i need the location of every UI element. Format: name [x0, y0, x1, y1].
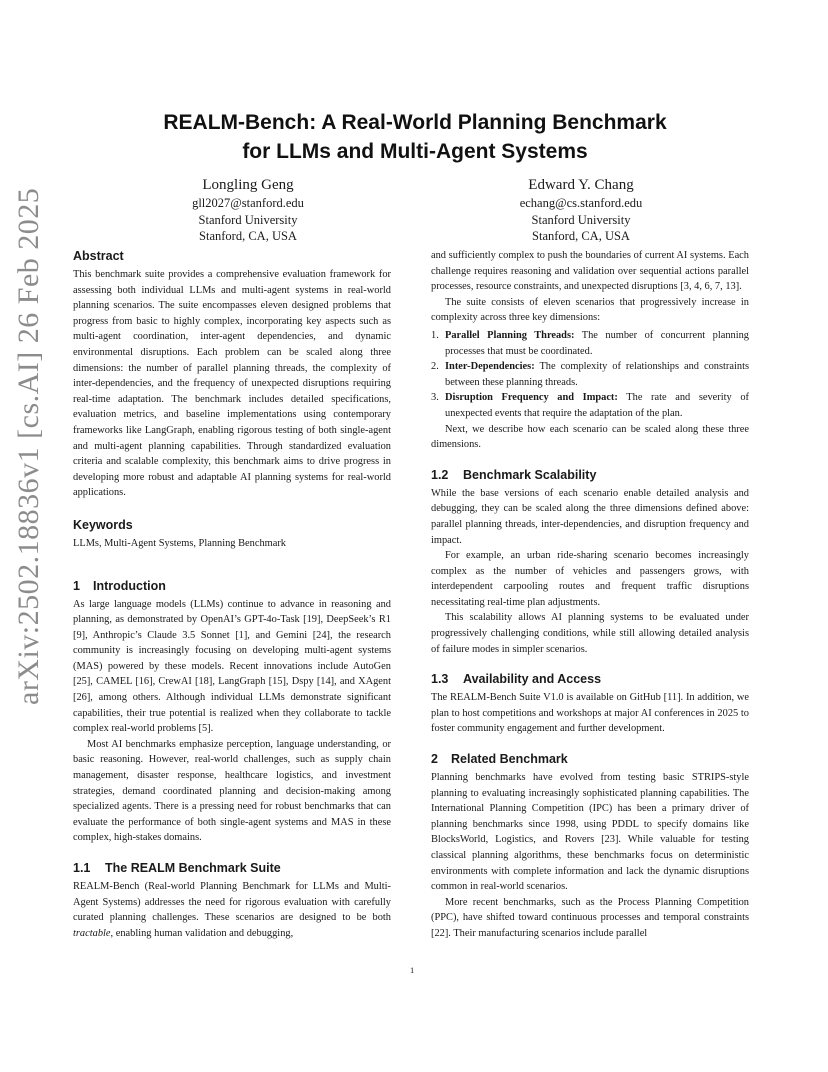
list-item: 2. Inter-Dependencies: The complexity of relationships and constraints between these planning threads. — [431, 361, 749, 388]
author-name: Edward Y. Chang — [528, 177, 634, 193]
subsection-number: 1.2 — [431, 467, 449, 482]
continued-paragraph: and sufficiently complex to push the boundaries of current AI systems. Each challenge requires reasoning and validation over sequential actions parallel processes, resource constraints, and unexpected disruptions [3, 4, 6, 7, 13]. — [431, 250, 749, 293]
abstract-heading: Abstract — [73, 249, 124, 263]
intro-paragraph-1: As large language models (LLMs) continue to advance in reasoning and planning, as demonstrated by OpenAI’s GPT-4o-Task [19], DeepSeek’s R1 [9], Anthropic’s Claude 3.5 Sonnet [1], and Gemini [24], the research community is increasingly focusing on developing multi-agent systems (MAS) powered by these models. Recent innovations include AutoGen [25], CAMEL [16], CrewAI [18], LangGraph [15], Dspy [14], and XAgent [26], among others. Although individual LLMs demonstrate significant capabilities, their true potential is realized when they collaborate to tackle complex real-world problems [5]. — [73, 598, 391, 735]
scalability-paragraph-2: For example, an urban ride-sharing scenario becomes increasingly complex as the number of vehicles and passengers grows, with interdependent carpooling routes and frequent traffic disruptions necessitating real-time plan adjustments. — [431, 550, 749, 608]
author-location: Stanford, CA, USA — [199, 229, 297, 243]
intro-paragraph-2: Most AI benchmarks emphasize perception, language understanding, or basic reasoning. However, real-world challenges, such as supply chain management, disaster response, healthcare logistics, and investment strategies, demand coordinated planning and decision-making among specialized agents. There is a pressing need for robust benchmarks that can evaluate the performance of both single-agent systems and MAS in these complex, high-stakes domains. — [73, 738, 391, 844]
scalability-paragraph-3: This scalability allows AI planning systems to be evaluated under progressively challenging conditions, while still allowing detailed analysis of failure modes in simpler scenarios. — [431, 612, 749, 655]
page-number: 1 — [410, 965, 415, 975]
author-affiliation: Stanford University — [198, 212, 298, 227]
arxiv-identifier: arXiv:2502.18836v1 [cs.AI] 26 Feb 2025 — [12, 187, 45, 705]
keywords-text: LLMs, Multi-Agent Systems, Planning Benchmark — [73, 537, 286, 549]
right-column — [431, 248, 749, 942]
author-block-1 — [148, 175, 348, 245]
subsection-number: 1.3 — [431, 672, 449, 687]
suite-paragraph: The suite consists of eleven scenarios that progressively increase in complexity across three key dimensions: — [431, 296, 749, 324]
subsection-title: The REALM Benchmark Suite — [105, 861, 281, 875]
availability-paragraph: The REALM-Bench Suite V1.0 is available on GitHub [11]. In addition, we plan to host competitions and workshops at major AI conferences in 2025 to foster community engagement and further development. — [431, 692, 749, 735]
title-line-1: REALM-Bench: A Real-World Planning Benchmark — [163, 111, 667, 134]
author-location: Stanford, CA, USA — [532, 229, 630, 243]
subsection-number: 1.1 — [73, 861, 91, 875]
paper-title — [100, 108, 730, 166]
title-line-2: for LLMs and Multi-Agent Systems — [242, 140, 588, 163]
emphasis-tractable: tractable — [73, 927, 111, 939]
realm-suite-paragraph: REALM-Bench (Real-world Planning Benchmark for LLMs and Multi-Agent Systems) addresses the need for rigorous evaluation with carefully curated planning challenges. These scenarios are designed to be both tractable, enabling human validation and debugging, — [73, 881, 391, 939]
section-title: Introduction — [93, 578, 166, 593]
author-affiliation: Stanford University — [531, 212, 631, 227]
section-number: 1 — [73, 578, 80, 593]
subsection-heading-availability — [431, 671, 749, 688]
section-number: 2 — [431, 752, 438, 767]
author-email: echang@cs.stanford.edu — [519, 196, 643, 210]
abstract-text: This benchmark suite provides a comprehensive evaluation framework for assessing both individual LLMs and multi-agent systems in real-world planning scenarios. The suite encompasses eleven designed problems that progress from basic to highly complex, incorporating key aspects such as multi-agent coordination, inter-agent dependencies, and dynamic environmental disruptions. Each problem can be scaled along three dimensions: the number of parallel planning threads, the complexity of inter-dependencies, and the frequency of unexpected disruptions requiring real-time adaptation. The benchmark includes detailed specifications, evaluation metrics, and baseline implementations using contemporary frameworks like LangGraph, enabling rigorous testing of both single-agent and multi-agent planning capabilities. Through standardized evaluation criteria and scalable complexity, this benchmark aims to drive progress in developing more robust and adaptable AI planning systems for real-world applications. — [73, 269, 391, 499]
next-paragraph: Next, we describe how each scenario can be scaled along these three dimensions. — [431, 423, 749, 451]
keywords-heading: Keywords — [73, 517, 133, 532]
related-paragraph-2: More recent benchmarks, such as the Process Planning Competition (PPC), have shifted toward continuous processes and temporal constraints [22]. Their manufacturing scenarios include parallel — [431, 896, 749, 939]
author-email: gll2027@stanford.edu — [192, 196, 304, 210]
dimensions-list — [431, 328, 749, 422]
subsection-title: Availability and Access — [463, 672, 602, 687]
scalability-paragraph-1: While the base versions of each scenario enable detailed analysis and debugging, they can be scaled along the three dimensions defined above: parallel planning threads, inter-dependencies, and disruption frequency and impact. — [431, 487, 749, 546]
subsection-heading-realm-suite — [73, 860, 391, 877]
section-heading-related — [431, 751, 749, 768]
author-block-2 — [481, 175, 681, 245]
section-heading-introduction — [73, 578, 391, 595]
list-item: 1. Parallel Planning Threads: The number of concurrent planning processes that must be coordinated. — [431, 329, 750, 357]
left-column — [73, 248, 391, 941]
author-name: Longling Geng — [202, 177, 294, 193]
subsection-heading-scalability — [431, 467, 749, 484]
subsection-title: Benchmark Scalability — [463, 467, 597, 482]
list-item: 3. Disruption Frequency and Impact: The rate and severity of unexpected events that require the adaptation of the plan. — [431, 392, 749, 419]
section-title: Related Benchmark — [451, 752, 568, 767]
related-paragraph-1: Planning benchmarks have evolved from testing basic STRIPS-style planning to evaluating increasingly sophisticated planning capabilities. The International Planning Competition (IPC) has been a primary driver of planning benchmarks since 1998, using PDDL to specify domains like BlocksWorld, Logistics, and Rovers [23]. While valuable for testing classical planning algorithms, these benchmarks focus on deterministic environments with complete information and lack the dynamic disruptions common in real-world scenarios. — [431, 772, 749, 893]
